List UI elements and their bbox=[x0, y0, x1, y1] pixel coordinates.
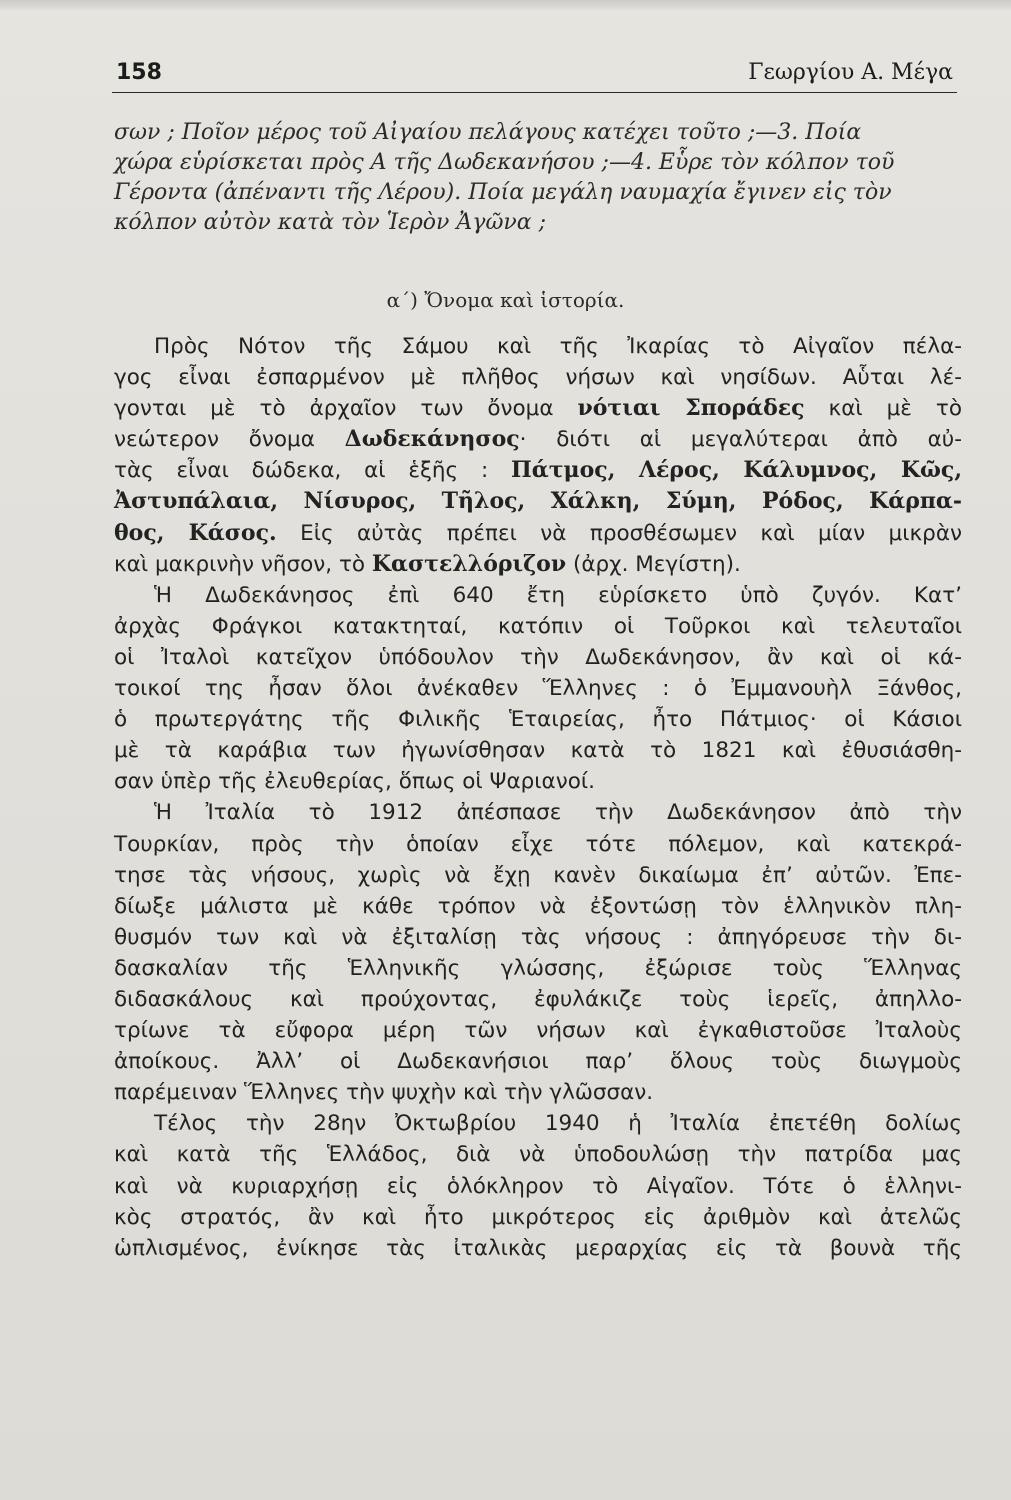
text-run: θυσμόν των καὶ νὰ ἐξιταλίσῃ τὰς νήσους : ἀπηγόρευσε τὴν δι- bbox=[114, 924, 962, 950]
text-line bbox=[114, 1108, 962, 1139]
question-line: Γέροντα (ἀπέναντι τῆς Λέρου). Ποία μεγάλη ναυμαχία ἔγινεν εἰς τὸν bbox=[114, 180, 892, 205]
text-line bbox=[114, 549, 962, 580]
bold-term: Πάτμος, Λέρος, Κάλυμνος, Κῶς, bbox=[511, 457, 962, 484]
text-line bbox=[114, 1233, 962, 1264]
text-run: Τέλος τὴν 28ην Ὀκτωβρίου 1940 ἡ Ἰταλία ἐπετέθη δολίως bbox=[154, 1111, 962, 1137]
text-line bbox=[114, 673, 962, 704]
text-line bbox=[114, 922, 962, 953]
text-line bbox=[114, 424, 962, 455]
text-run: Ἡ Ἰταλία τὸ 1912 ἀπέσπασε τὴν Δωδεκάνησον ἀπὸ τὴν bbox=[154, 800, 962, 826]
text-line bbox=[114, 1015, 962, 1046]
text-run: δασκαλίαν τῆς Ἑλληνικῆς γλώσσης, ἐξώρισε τοὺς Ἕλληνας bbox=[114, 955, 962, 981]
text-run: καὶ κατὰ τῆς Ἑλλάδος, διὰ νὰ ὑποδουλώσῃ τὴν πατρίδα μας bbox=[114, 1142, 962, 1168]
section-heading: α΄) Ὄνομα καὶ ἱστορία. bbox=[386, 288, 625, 312]
text-line bbox=[114, 455, 962, 486]
text-run: (ἀρχ. Μεγίστη). bbox=[566, 551, 741, 577]
text-line bbox=[114, 766, 962, 797]
text-run: ὁ πρωτεργάτης τῆς Φιλικῆς Ἑταιρείας, ἦτο Πάτμιος· οἱ Κάσιοι bbox=[114, 707, 962, 733]
text-run: δίωξε μάλιστα μὲ κάθε τρόπον νὰ ἐξοντώσῃ τὸν ἑλληνικὸν πλη- bbox=[114, 893, 962, 919]
text-line bbox=[114, 518, 962, 549]
page-header bbox=[112, 58, 957, 93]
text-run: ἀποίκους. Ἀλλ’ οἱ Δωδεκανήσιοι παρ’ ὅλους τοὺς διωγμοὺς bbox=[114, 1049, 962, 1075]
text-run: τὰς εἶναι δώδεκα, αἱ ἑξῆς : bbox=[114, 458, 512, 484]
bold-term: θος, Κάσος. bbox=[114, 519, 277, 546]
text-run: ὡπλισμένος, ἐνίκησε τὰς ἰταλικὰς μεραρχίας εἰς τὰ βουνὰ τῆς bbox=[114, 1235, 962, 1261]
bold-term: νότιαι Σποράδες bbox=[577, 395, 805, 422]
text-line bbox=[114, 953, 962, 984]
scan-edge bbox=[0, 0, 1011, 10]
text-line bbox=[114, 797, 962, 828]
text-line bbox=[114, 1202, 962, 1233]
text-line bbox=[114, 486, 962, 517]
text-run: ἀρχὰς Φράγκοι κατακτηταί, κατόπιν οἱ Τοῦρκοι καὶ τελευταῖοι bbox=[114, 613, 962, 639]
running-head: Γεωργίου Α. Μέγα bbox=[748, 60, 953, 85]
text-line bbox=[114, 704, 962, 735]
text-run: Εἰς αὐτὰς πρέπει νὰ προσθέσωμεν καὶ μίαν μικρὰν bbox=[276, 520, 962, 546]
question-line: σων ; Ποῖον μέρος τοῦ Αἰγαίου πελάγους κατέχει τοῦτο ;—3. Ποία bbox=[114, 120, 862, 145]
text-line bbox=[114, 891, 962, 922]
bold-term: Δωδεκάνησος bbox=[344, 426, 520, 453]
text-line bbox=[114, 611, 962, 642]
text-run: τρίωνε τὰ εὔφορα μέρη τῶν νήσων καὶ ἐγκαθιστοῦσε Ἰταλοὺς bbox=[114, 1018, 962, 1044]
text-run: Ἡ Δωδεκάνησος ἐπὶ 640 ἔτη εὑρίσκετο ὑπὸ ζυγόν. Κατ’ bbox=[154, 582, 962, 608]
text-run: κὸς στρατός, ἂν καὶ ἦτο μικρότερος εἰς ἀριθμὸν καὶ ἀτελῶς bbox=[114, 1204, 962, 1230]
question-line: χώρα εὑρίσκεται πρὸς Α τῆς Δωδεκανήσου ;—4. Εὗρε τὸν κόλπον τοῦ bbox=[114, 150, 895, 175]
text-run: νεώτερον ὄνομα bbox=[114, 427, 345, 453]
text-line bbox=[114, 984, 962, 1015]
text-line bbox=[114, 642, 962, 673]
text-run: · διότι αἱ μεγαλύτεραι ἀπὸ αὐ- bbox=[519, 427, 962, 453]
body-text bbox=[114, 331, 962, 1264]
text-line bbox=[114, 829, 962, 860]
text-line bbox=[114, 362, 962, 393]
text-line bbox=[114, 1046, 962, 1077]
text-run: γονται μὲ τὸ ἀρχαῖον των ὄνομα bbox=[114, 396, 578, 422]
text-run: καὶ νὰ κυριαρχήσῃ εἰς ὁλόκληρον τὸ Αἰγαῖον. Τότε ὁ ἑλληνι- bbox=[114, 1173, 962, 1199]
text-run: διδασκάλους καὶ προύχοντας, ἐφυλάκιζε τοὺς ἱερεῖς, ἀπηλλο- bbox=[114, 986, 962, 1012]
question-line: κόλπον αὐτὸν κατὰ τὸν Ἱερὸν Ἀγῶνα ; bbox=[114, 210, 547, 235]
text-run: καὶ μὲ τὸ bbox=[804, 396, 962, 422]
text-run: σαν ὑπὲρ τῆς ἐλευθερίας, ὅπως οἱ Ψαριανοί. bbox=[114, 769, 595, 795]
text-run: καὶ μακρινὴν νῆσον, τὸ bbox=[114, 551, 372, 577]
text-line bbox=[114, 393, 962, 424]
text-run: παρέμειναν Ἕλληνες τὴν ψυχὴν καὶ τὴν γλῶσσαν. bbox=[114, 1080, 654, 1106]
text-line bbox=[114, 735, 962, 766]
text-run: τοικοί της ἦσαν ὅλοι ἀνέκαθεν Ἕλληνες : ὁ Ἐμμανουὴλ Ξάνθος, bbox=[114, 676, 962, 702]
text-line bbox=[114, 1171, 962, 1202]
text-run: Τουρκίαν, πρὸς τὴν ὁποίαν εἶχε τότε πόλεμον, καὶ κατεκρά- bbox=[114, 831, 962, 857]
text-run: γος εἶναι ἐσπαρμένον μὲ πλῆθος νήσων καὶ νησίδων. Αὗται λέ- bbox=[114, 365, 962, 391]
text-run: οἱ Ἰταλοὶ κατεῖχον ὑπόδουλον τὴν Δωδεκάνησον, ἂν καὶ οἱ κά- bbox=[114, 644, 962, 670]
text-run: Πρὸς Νότον τῆς Σάμου καὶ τῆς Ἰκαρίας τὸ Αἰγαῖον πέλα- bbox=[154, 334, 962, 359]
text-run: τησε τὰς νήσους, χωρὶς νὰ ἔχῃ κανὲν δικαίωμα ἐπ’ αὐτῶν. Ἐπε- bbox=[114, 862, 962, 888]
page-number: 158 bbox=[116, 60, 162, 85]
review-questions bbox=[114, 118, 959, 238]
text-line bbox=[114, 1077, 962, 1108]
text-line bbox=[114, 331, 962, 362]
text-line bbox=[114, 1139, 962, 1170]
text-line bbox=[114, 580, 962, 611]
bold-term: Ἀστυπάλαια, Νίσυρος, Τῆλος, Χάλκη, Σύμη, Ρόδος, Κάρπα- bbox=[114, 488, 962, 515]
text-run: μὲ τὰ καράβια των ἠγωνίσθησαν κατὰ τὸ 1821 καὶ ἐθυσιάσθη- bbox=[114, 738, 962, 764]
bold-term: Καστελλόριζον bbox=[371, 550, 567, 577]
text-line bbox=[114, 860, 962, 891]
